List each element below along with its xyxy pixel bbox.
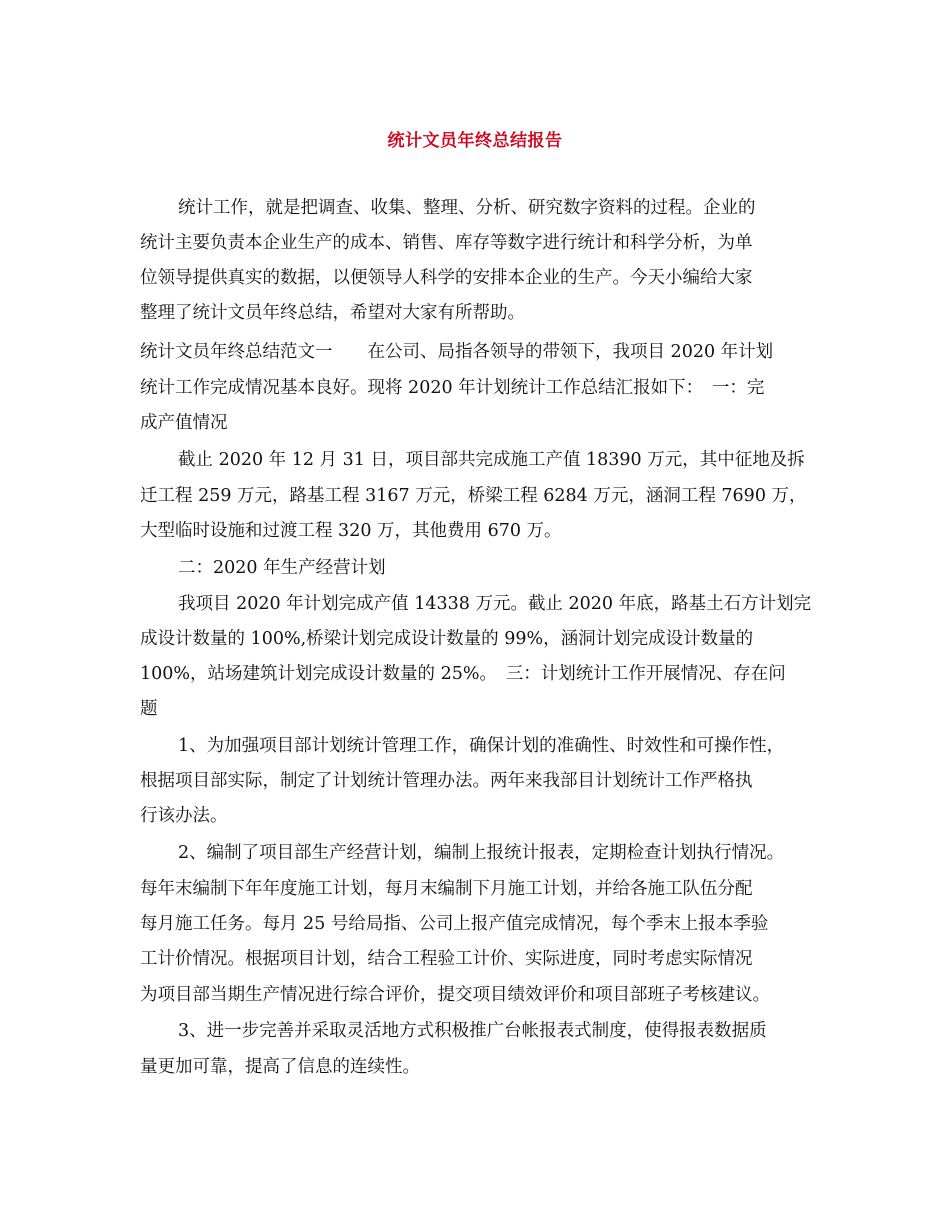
text-line: 统计文员年终总结范文一 在公司、局指各领导的带领下，我项目 2020 年计划 [140,342,774,362]
text-line: 整理了统计文员年终总结，希望对大家有所帮助。 [140,303,525,323]
text-line: 量更加可靠，提高了信息的连续性。 [140,1057,420,1077]
text-line: 2、编制了项目部生产经营计划，编制上报统计报表，定期检查计划执行情况。 [178,843,785,863]
text-line: 100%，站场建筑计划完成设计数量的 25%。 三：计划统计工作开展情况、存在问 [140,664,786,684]
text-line: 根据项目部实际，制定了计划统计管理办法。两年来我部目计划统计工作严格执 [140,771,753,791]
text-line: 统计工作，就是把调查、收集、整理、分析、研究数字资料的过程。企业的 [178,198,756,218]
text-line: 位领导提供真实的数据，以便领导人科学的安排本企业的生产。今天小编给大家 [140,268,753,288]
text-line: 二：2020 年生产经营计划 [178,558,386,578]
text-line: 统计主要负责本企业生产的成本、销售、库存等数字进行统计和科学分析，为单 [140,233,753,253]
text-line: 迁工程 259 万元，路基工程 3167 万元，桥梁工程 6284 万元，涵洞工程 7690 万， [140,486,807,506]
text-line: 题 [140,699,158,719]
text-line: 为项目部当期生产情况进行综合评价，提交项目绩效评价和项目部班子考核建议。 [140,985,770,1005]
text-line: 每年末编制下年年度施工计划，每月末编制下月施工计划，并给各施工队伍分配 [140,879,753,899]
text-line: 工计价情况。根据项目计划，结合工程验工计价、实际进度，同时考虑实际情况 [140,949,753,969]
text-line: 每月施工任务。每月 25 号给局指、公司上报产值完成情况，每个季末上报本季验 [140,914,769,934]
document-title: 统计文员年终总结报告 [387,131,563,151]
text-line: 截止 2020 年 12 月 31 日，项目部共完成施工产值 18390 万元，其中征地及拆 [178,450,805,470]
text-line: 统计工作完成情况基本良好。现将 2020 年计划统计工作总结汇报如下： 一：完 [140,378,765,398]
text-line: 成设计数量的 100%,桥梁计划完成设计数量的 99%，涵洞计划完成设计数量的 [140,629,754,649]
text-line: 行该办法。 [140,806,228,826]
text-line: 我项目 2020 年计划完成产值 14338 万元。截止 2020 年底，路基土石方计划完 [178,594,812,614]
text-line: 1、为加强项目部计划统计管理工作，确保计划的准确性、时效性和可操作性， [178,736,785,756]
text-line: 3、进一步完善并采取灵活地方式积极推广台帐报表式制度，使得报表数据质 [178,1021,767,1041]
text-line: 大型临时设施和过渡工程 320 万，其他费用 670 万。 [140,521,562,541]
text-line: 成产值情况 [140,413,228,433]
